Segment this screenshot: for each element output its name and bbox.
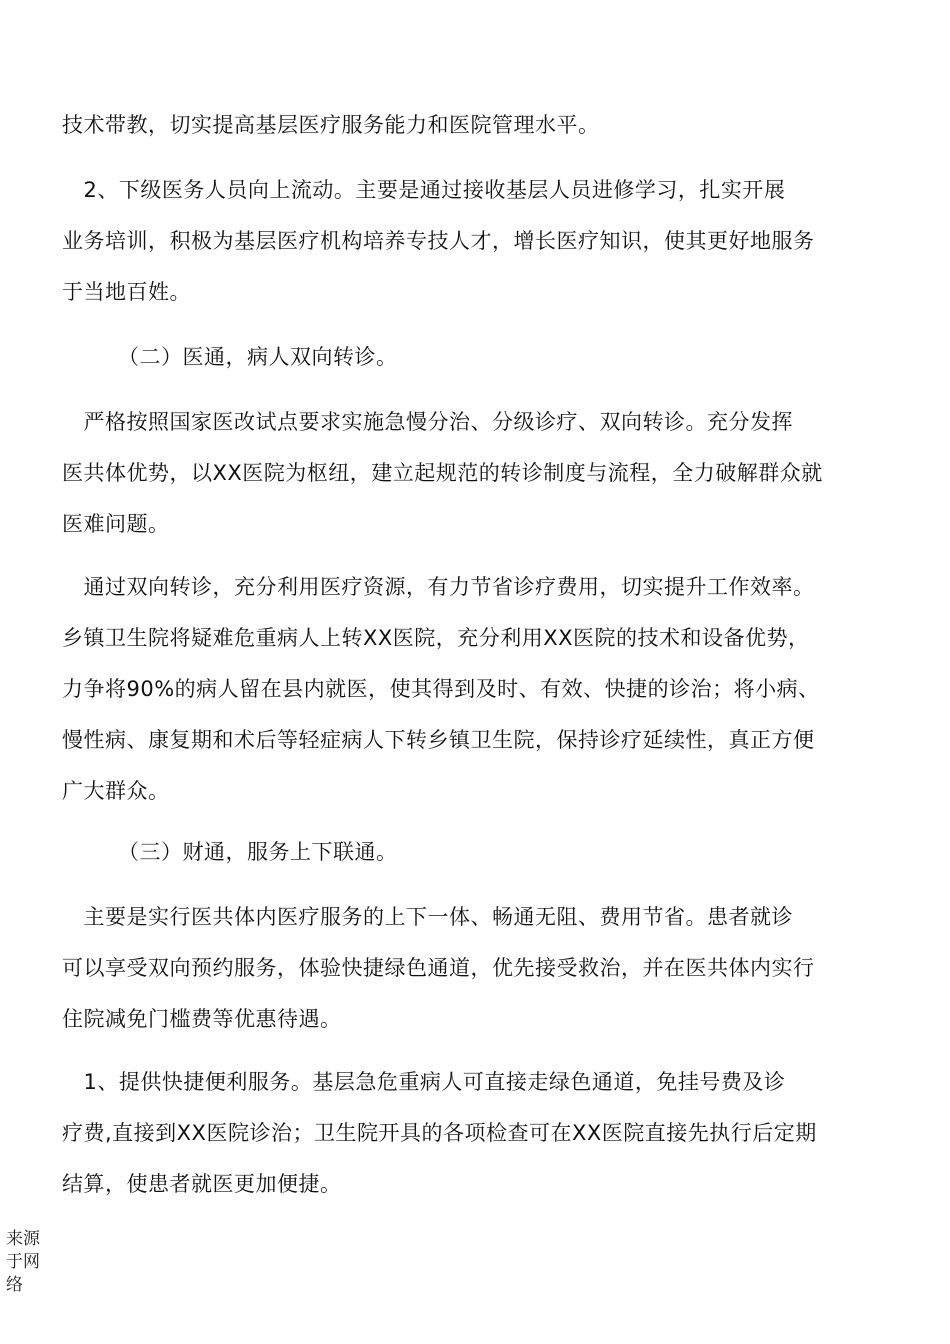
text-line: 广大群众。 xyxy=(62,779,170,803)
footer-line: 络 xyxy=(6,1275,23,1295)
source-footer xyxy=(6,1228,46,1297)
text-line: 1、提供快捷便利服务。基层急危重病人可直接走绿色通道，免挂号费及诊 xyxy=(62,1070,786,1094)
footer-line: 于网 xyxy=(6,1252,40,1272)
section-heading-2: （二）医通，病人双向转诊。 xyxy=(118,345,398,369)
text-line: 乡镇卫生院将疑难危重病人上转XX医院，充分利用XX医院的技术和设备优势， xyxy=(62,626,810,650)
text-line: 慢性病、康复期和术后等轻症病人下转乡镇卫生院，保持诊疗延续性，真正方便 xyxy=(62,728,815,752)
text-line: 医共体优势，以XX医院为枢纽，建立起规范的转诊制度与流程，全力破解群众就 xyxy=(62,461,823,485)
text-line: 可以享受双向预约服务，体验快捷绿色通道，优先接受救治，并在医共体内实行 xyxy=(62,956,815,980)
footer-line: 来源 xyxy=(6,1229,40,1249)
paragraph-2 xyxy=(62,165,902,318)
text-line: 医难问题。 xyxy=(62,512,170,536)
paragraph-3 xyxy=(62,397,902,550)
text-line: 业务培训，积极为基层医疗机构培养专技人才，增长医疗知识，使其更好地服务 xyxy=(62,229,815,253)
paragraph-1 xyxy=(62,100,902,151)
text-line: 技术带教，切实提高基层医疗服务能力和医院管理水平。 xyxy=(62,113,600,137)
text-line: 2、下级医务人员向上流动。主要是通过接收基层人员进修学习，扎实开展 xyxy=(62,178,786,202)
section-heading-3: （三）财通，服务上下联通。 xyxy=(118,840,398,864)
paragraph-4 xyxy=(62,562,902,817)
text-line: 力争将90%的病人留在县内就医，使其得到及时、有效、快捷的诊治；将小病、 xyxy=(62,677,820,701)
paragraph-5 xyxy=(62,892,902,1045)
text-line: 住院减免门槛费等优惠待遇。 xyxy=(62,1007,342,1031)
paragraph-6 xyxy=(62,1057,902,1210)
text-line: 主要是实行医共体内医疗服务的上下一体、畅通无阻、费用节省。患者就诊 xyxy=(62,905,793,929)
text-line: 通过双向转诊，充分利用医疗资源，有力节省诊疗费用，切实提升工作效率。 xyxy=(62,575,815,599)
text-line: 结算，使患者就医更加便捷。 xyxy=(62,1172,342,1196)
text-line: 疗费,直接到XX医院诊治；卫生院开具的各项检查可在XX医院直接先执行后定期 xyxy=(62,1121,817,1145)
text-line: 于当地百姓。 xyxy=(62,280,191,304)
text-line: 严格按照国家医改试点要求实施急慢分治、分级诊疗、双向转诊。充分发挥 xyxy=(62,410,793,434)
